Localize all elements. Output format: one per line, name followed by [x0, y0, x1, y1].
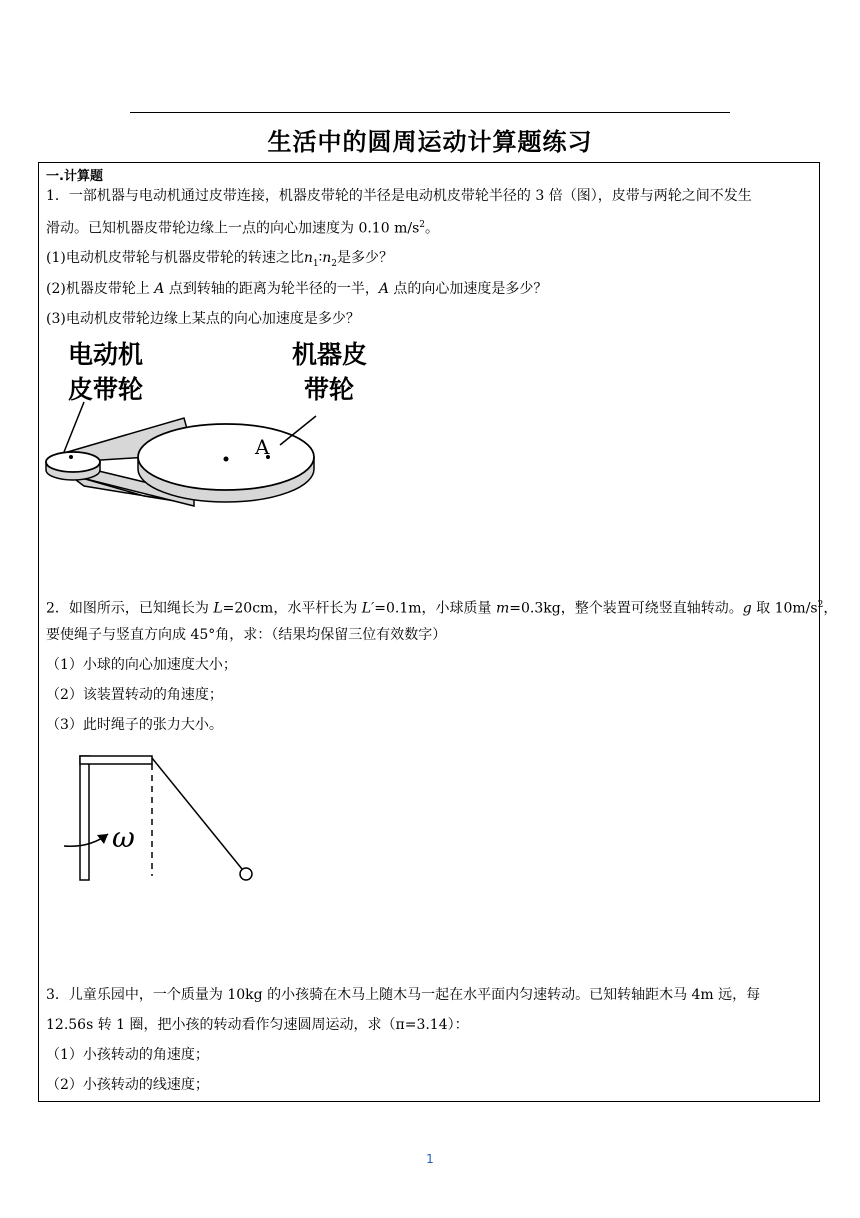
omega-label: ω [112, 821, 135, 854]
machine-label-line1: 机器皮 [292, 340, 368, 369]
point-a-label: A [255, 435, 270, 459]
rotation-arrowhead [97, 834, 108, 844]
q2-sub2: （2）该装置转动的角速度； [46, 687, 223, 703]
page-title: 生活中的圆周运动计算题练习 [267, 128, 593, 156]
motor-pulley [46, 452, 100, 472]
page-number: 1 [426, 1152, 434, 1166]
q1-sub3: (3)电动机皮带轮边缘上某点的向心加速度是多少？ [46, 311, 360, 327]
q2-sub3: （3）此时绳子的张力大小。 [46, 717, 223, 733]
q3-sub1: （1）小孩转动的角速度； [46, 1047, 209, 1063]
q3-line2: 12.56s 转 1 圈，把小孩的转动看作匀速圆周运动，求（π=3.14）： [46, 1017, 469, 1033]
q2-sub1: （1）小球的向心加速度大小； [46, 657, 237, 673]
machine-axle-dot [224, 457, 229, 462]
motor-axle-dot [69, 455, 73, 459]
q1-sub2: (2)机器皮带轮上 A 点到转轴的距离为轮半径的一半，A 点的向心加速度是多少？ [46, 281, 548, 297]
header-rule [130, 112, 730, 113]
q1-line2: 滑动。已知机器皮带轮边缘上一点的向心加速度为 0.10 $m/s^2$。 [46, 220, 439, 237]
q2-line1: 2．如图所示，已知绳长为 L=20cm，水平杆长为 L′=0.1m，小球质量 m=0.3kg，整个装置可绕竖直轴转动。g 取 $10m/s^2$， [46, 600, 838, 617]
belt-pulley-figure [44, 336, 368, 516]
q1-sub1: (1)电动机皮带轮与机器皮带轮的转速之比$n_1∶n_2$是多少？ [46, 250, 394, 269]
horizontal-rod [80, 756, 152, 764]
q3-sub2: （2）小孩转动的线速度； [46, 1077, 209, 1093]
q2-line2: 要使绳子与竖直方向成 45°角，求：（结果均保留三位有效数字） [46, 627, 447, 643]
string [152, 758, 242, 869]
rotating-pendulum-figure [60, 748, 270, 888]
machine-label-line2: 带轮 [304, 375, 355, 404]
ball [240, 868, 252, 880]
vertical-post [80, 756, 89, 880]
q1-line1: 1．一部机器与电动机通过皮带连接，机器皮带轮的半径是电动机皮带轮半径的 3 倍（图），皮带与两轮之间不发生 [46, 188, 752, 204]
q3-line1: 3．儿童乐园中，一个质量为 10kg 的小孩骑在木马上随木马一起在水平面内匀速转动。已知转轴距木马 4m 远，每 [46, 987, 761, 1003]
motor-leader-line [64, 402, 84, 452]
motor-label-line1: 电动机 [68, 340, 144, 369]
section-heading: 一.计算题 [46, 169, 103, 184]
motor-label-line2: 皮带轮 [68, 375, 144, 404]
